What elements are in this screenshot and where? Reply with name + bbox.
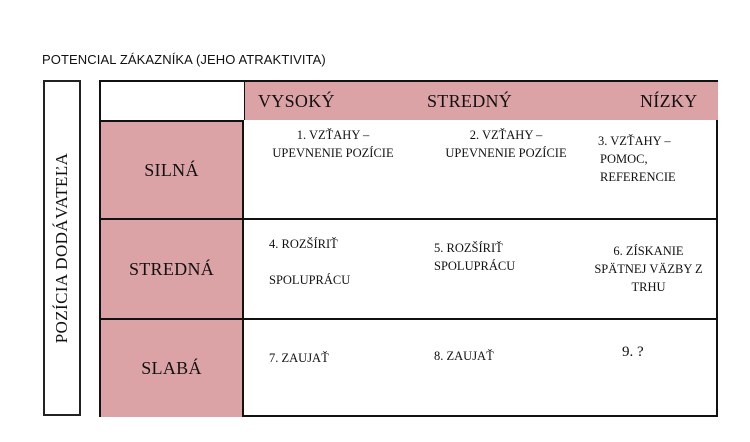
matrix-cell-4: 4. ROZŠÍRIŤ SPOLUPRÁCU: [269, 237, 351, 287]
matrix-cell-5: 5. ROZŠÍRIŤ SPOLUPRÁCU: [434, 241, 516, 273]
corner-cell: [101, 82, 244, 120]
matrix-cell-6: 6. ZÍSKANIE SPÄTNEJ VÄZBY Z TRHU: [594, 244, 703, 294]
column-header-band: [244, 82, 718, 120]
column-header-medium: STREDNÝ: [427, 91, 513, 111]
row-header-weak: SLABÁ: [101, 318, 244, 417]
column-header-high: VYSOKÝ: [258, 91, 335, 111]
row-header-medium: STREDNÁ: [101, 218, 244, 319]
row-divider: [244, 318, 718, 320]
side-axis-label: POZÍCIA DODÁVATEĽA: [52, 152, 71, 344]
portfolio-matrix: [99, 80, 718, 417]
matrix-cell-3: 3. VZŤAHY – POMOC, REFERENCIE: [598, 134, 676, 184]
column-header-low: NÍZKY: [640, 91, 698, 111]
matrix-title: POTENCIAL ZÁKAZNÍKA (JEHO ATRAKTIVITA): [42, 52, 326, 67]
matrix-cell-2: 2. VZŤAHY – UPEVNENIE POZÍCIE: [445, 128, 567, 160]
matrix-cell-8: 8. ZAUJAŤ: [434, 349, 494, 363]
side-axis-box: [43, 80, 81, 416]
matrix-cell-9: 9. ?: [622, 344, 644, 360]
row-header-strong: SILNÁ: [101, 120, 244, 219]
row-divider: [244, 218, 718, 220]
matrix-cell-1: 1. VZŤAHY – UPEVNENIE POZÍCIE: [272, 128, 394, 160]
matrix-cell-7: 7. ZAUJAŤ: [269, 351, 329, 365]
